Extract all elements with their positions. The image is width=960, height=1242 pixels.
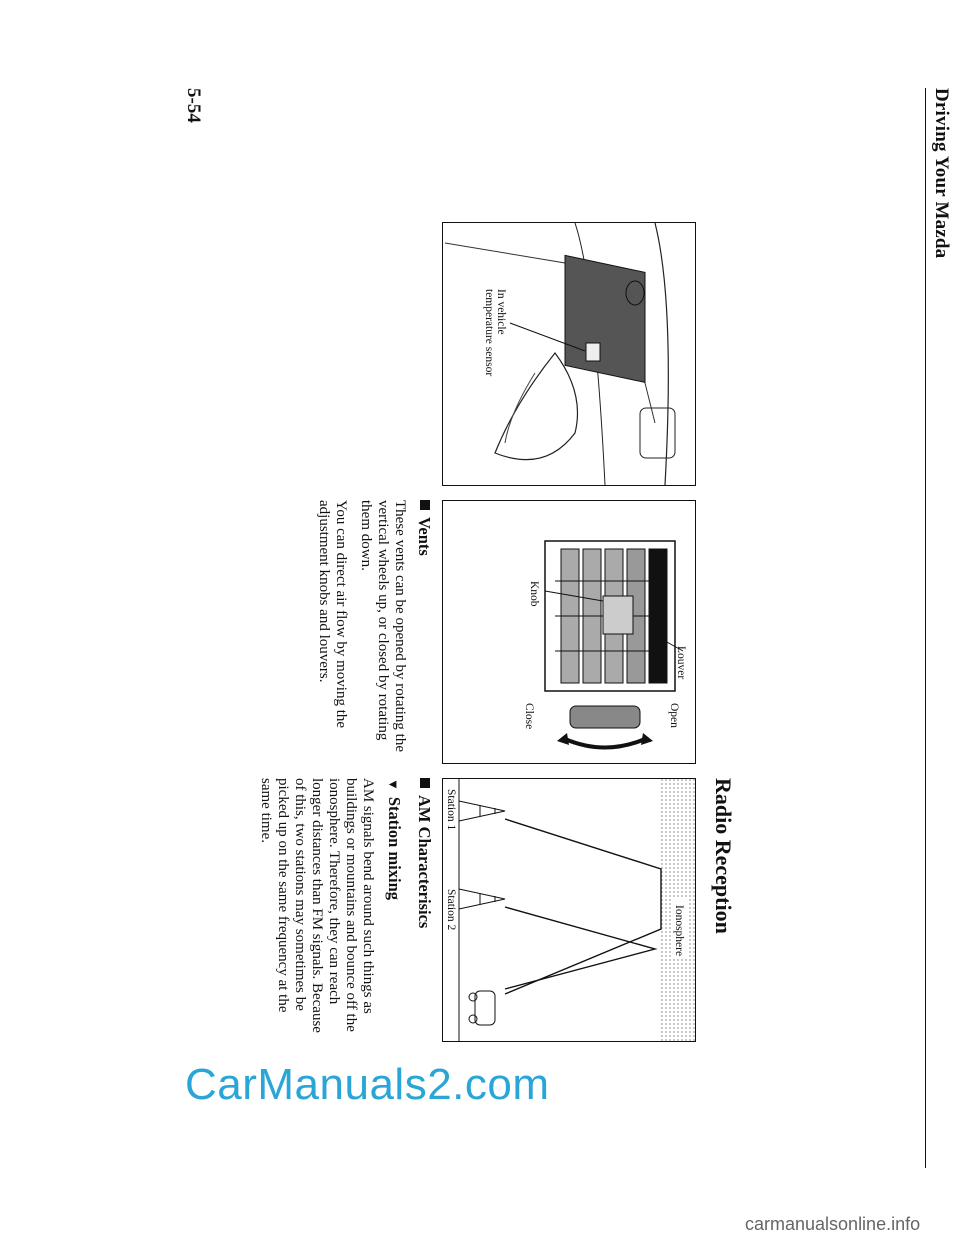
vent-label-knob: Knob xyxy=(528,581,540,607)
ionosphere-label: Ionosphere xyxy=(673,905,685,957)
am-heading: AM Characterisics xyxy=(414,778,434,928)
watermark-logo: CarManuals2.com xyxy=(185,1060,550,1109)
vent-figure xyxy=(442,500,696,764)
station1-label: Station 1 xyxy=(445,789,457,831)
temperature-sensor-figure xyxy=(442,222,696,486)
header-rule xyxy=(925,88,926,1168)
am-body xyxy=(249,778,376,1040)
vents-paragraph-2: You can direct air flow by moving the adjustment knobs and louvers. xyxy=(316,500,349,729)
am-paragraph: AM signals bend around such things as buildings or mountains and bounce off the ionosphere. Therefore, they can reach longer distances than FM signals. Because of this, two stations may sometimes be picked up on the same frequency at the same time. xyxy=(258,778,376,1033)
sensor-label-line2: temperature sensor xyxy=(483,289,495,377)
station-mixing-heading: ▼Station mixing xyxy=(385,778,404,901)
section-title: Radio Reception xyxy=(711,778,736,934)
vent-label-open: Open xyxy=(668,703,680,728)
station2-label: Station 2 xyxy=(445,889,457,931)
watermark-footer: carmanualsonline.info xyxy=(745,1214,921,1234)
running-header: Driving Your Mazda xyxy=(931,88,952,259)
vents-body xyxy=(307,500,408,762)
vent-label-louver: Louver xyxy=(675,646,687,680)
vent-illustration xyxy=(443,501,695,763)
ionosphere-illustration xyxy=(443,779,695,1041)
square-bullet-icon xyxy=(420,500,430,510)
ionosphere-figure xyxy=(442,778,696,1042)
vents-paragraph-1: These vents can be opened by rotating the vertical wheels up, or closed by rotating them down. xyxy=(358,500,408,752)
vents-heading: Vents xyxy=(414,500,434,556)
square-bullet-icon xyxy=(420,778,430,788)
page-number: 5-54 xyxy=(183,88,204,123)
vent-label-close: Close xyxy=(523,703,535,730)
sensor-illustration xyxy=(443,223,695,485)
triangle-bullet-icon: ▼ xyxy=(386,778,401,791)
sensor-label-line1: In vehicle xyxy=(495,289,507,335)
